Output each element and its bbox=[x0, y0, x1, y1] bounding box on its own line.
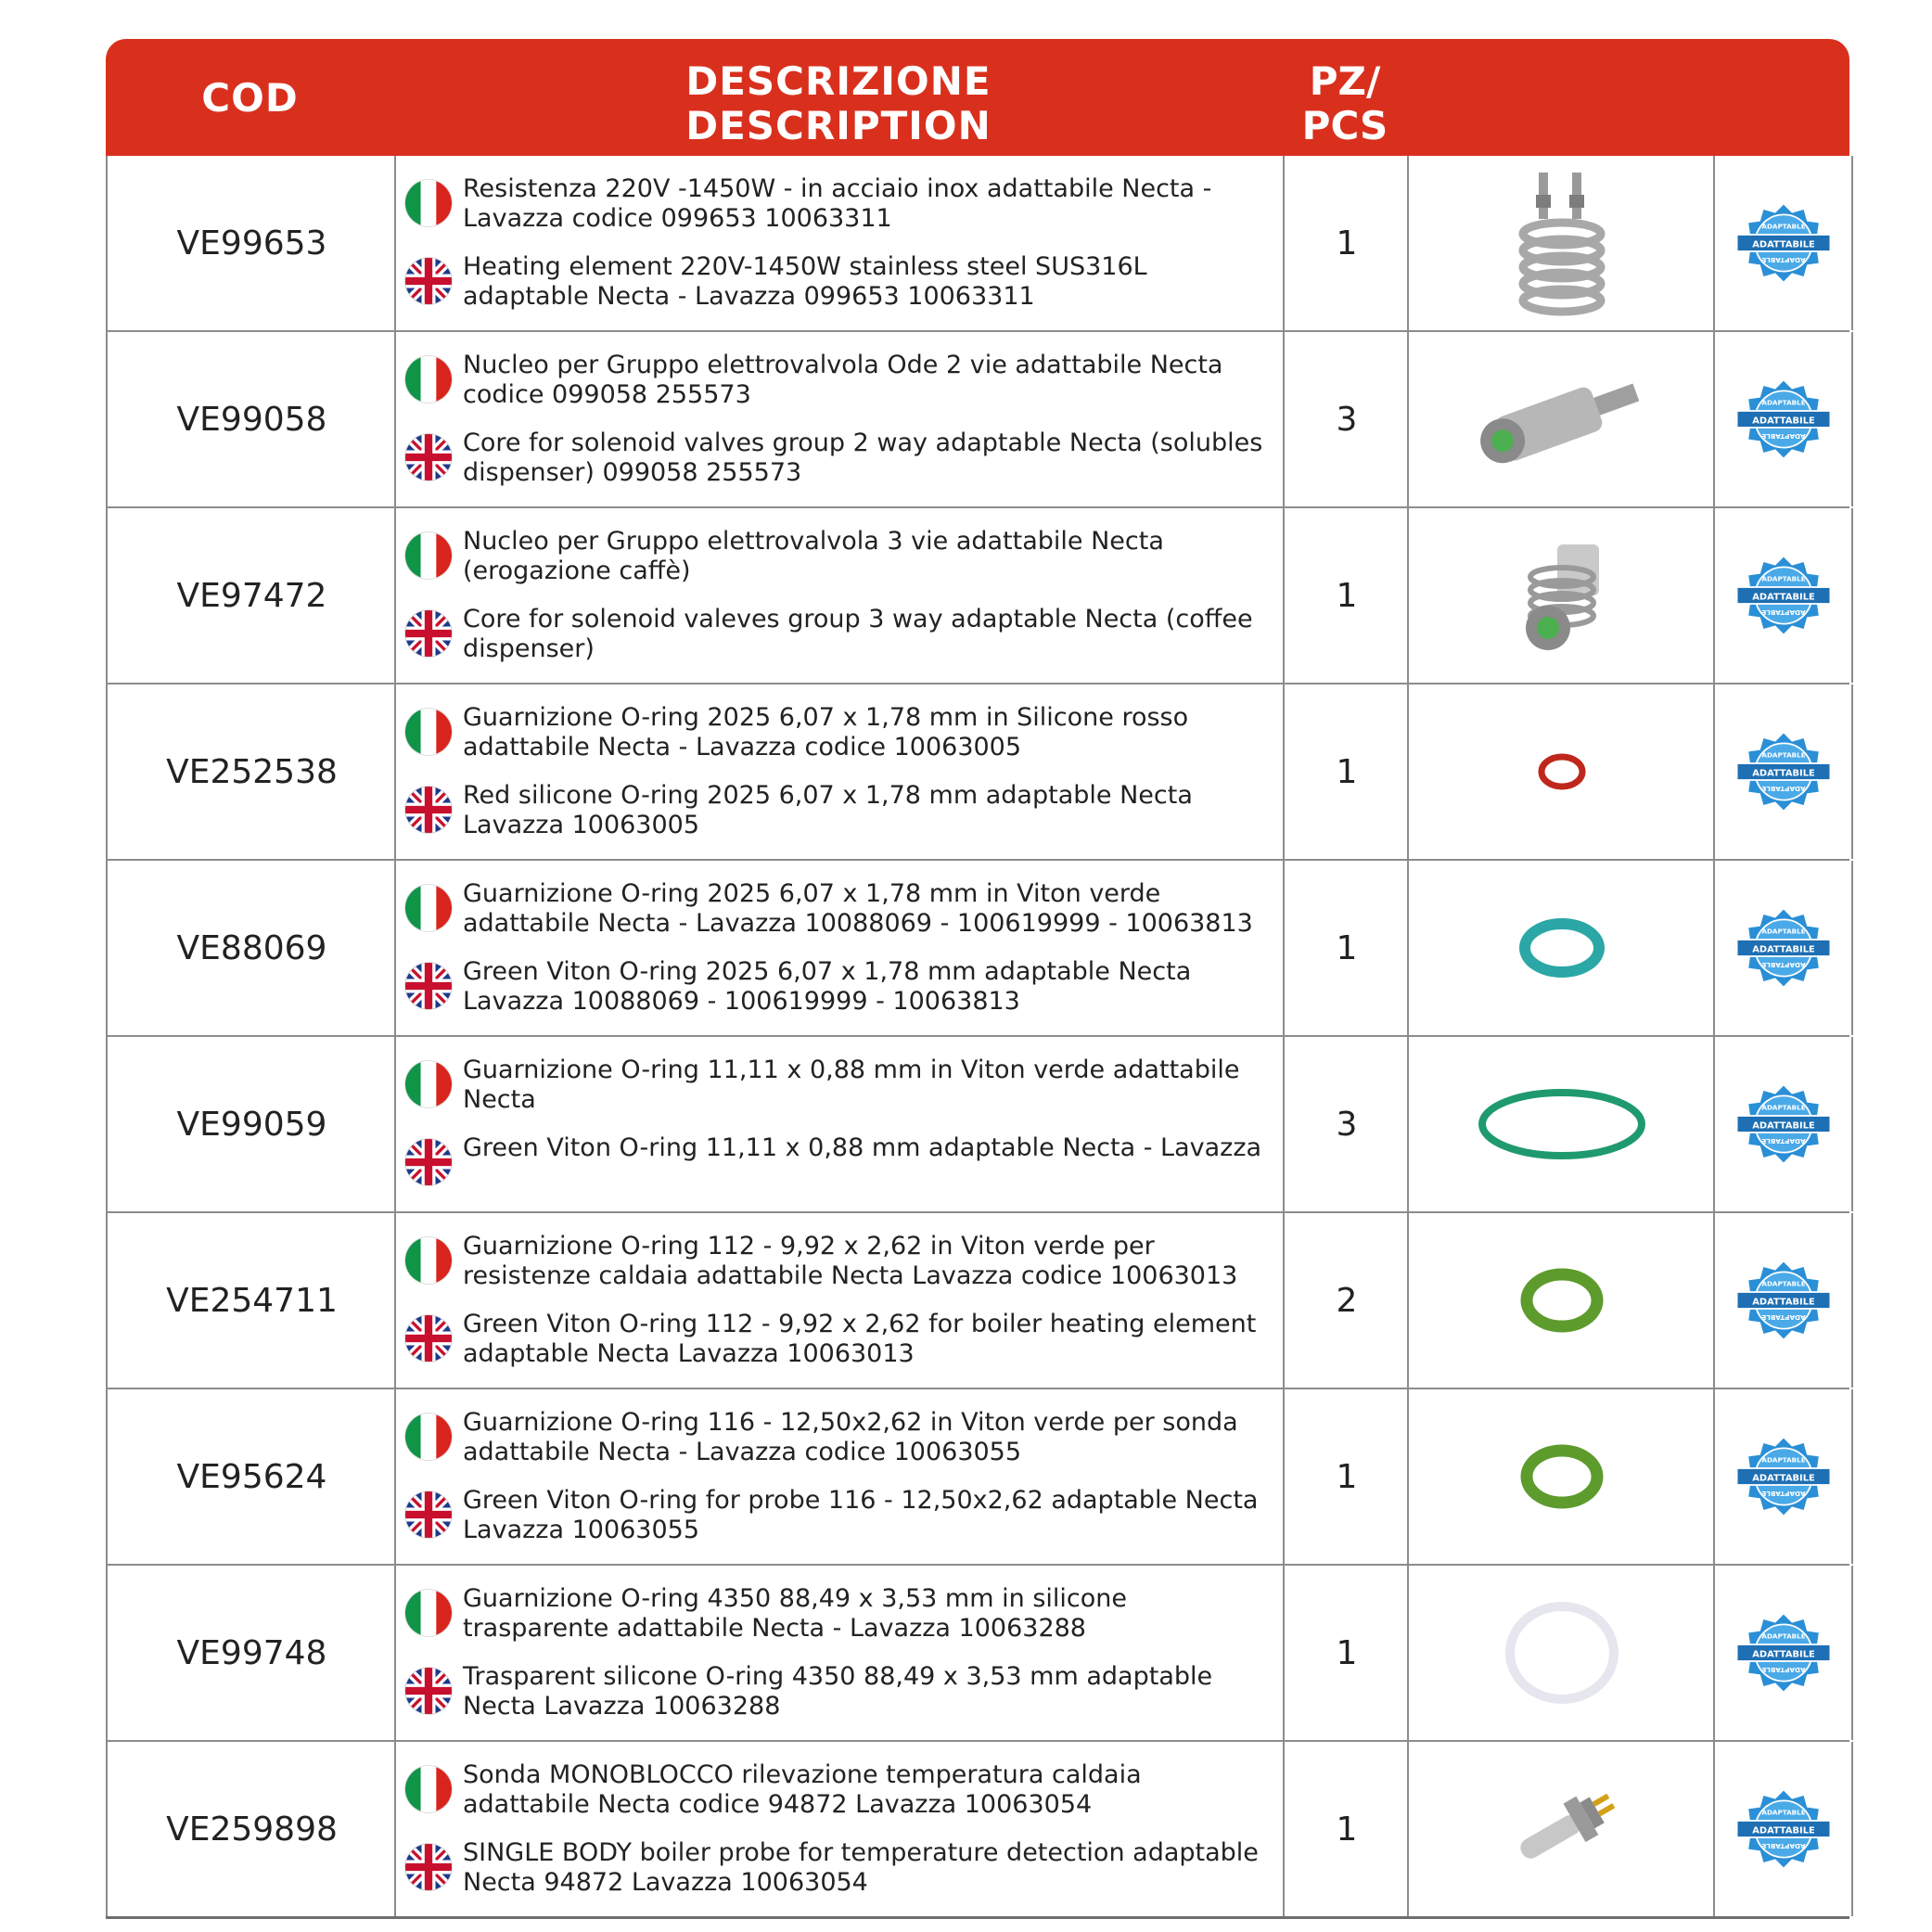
italian-description bbox=[396, 174, 1275, 234]
italian-description bbox=[396, 703, 1275, 762]
italy-flag-icon bbox=[405, 885, 452, 931]
adaptable-badge bbox=[1713, 1389, 1853, 1564]
product-description bbox=[394, 508, 1285, 683]
english-description bbox=[396, 957, 1275, 1017]
product-code: VE254711 bbox=[106, 1213, 396, 1388]
clear-oring-image bbox=[1407, 1566, 1715, 1740]
teal-oring-image bbox=[1407, 861, 1715, 1035]
description-en: Green Viton O-ring 112 - 9,92 x 2,62 for boiler heating element adaptable Necta Lavazza 10063013 bbox=[463, 1310, 1257, 1368]
table-row-ve99059 bbox=[106, 1037, 1849, 1213]
svg-text:ADAPTABLE: ADAPTABLE bbox=[1760, 1666, 1806, 1675]
quantity: 1 bbox=[1283, 1389, 1409, 1564]
green-oring-image bbox=[1407, 1389, 1715, 1564]
italy-flag-icon bbox=[405, 356, 452, 403]
table-header bbox=[106, 39, 1849, 156]
red-oring-image bbox=[1407, 685, 1715, 859]
description-it: Sonda MONOBLOCCO rilevazione temperatura caldaia adattabile Necta codice 94872 Lavazza 10063054 bbox=[463, 1760, 1142, 1819]
product-code: VE88069 bbox=[106, 861, 396, 1035]
header-cod: COD bbox=[201, 74, 299, 121]
description-it: Guarnizione O-ring 2025 6,07 x 1,78 mm in Silicone rosso adattabile Necta - Lavazza codice 10063005 bbox=[463, 703, 1189, 761]
english-description bbox=[396, 605, 1275, 664]
uk-flag-icon bbox=[405, 1491, 452, 1538]
table-row-ve99653 bbox=[106, 156, 1849, 332]
description-en: Trasparent silicone O-ring 4350 88,49 x 3,53 mm adaptable Necta Lavazza 10063288 bbox=[463, 1662, 1213, 1721]
green-oring-image bbox=[1407, 1213, 1715, 1388]
svg-text:ADAPTABLE: ADAPTABLE bbox=[1760, 1137, 1806, 1146]
header-pcs-it: PZ/ bbox=[1309, 58, 1381, 104]
description-en: Red silicone O-ring 2025 6,07 x 1,78 mm adaptable Necta Lavazza 10063005 bbox=[463, 781, 1193, 839]
italy-flag-icon bbox=[405, 532, 452, 579]
italian-description bbox=[396, 351, 1275, 410]
svg-text:ADAPTABLE: ADAPTABLE bbox=[1760, 1842, 1806, 1851]
svg-text:ADATTABILE: ADATTABILE bbox=[1751, 1297, 1815, 1308]
svg-text:ADAPTABLE: ADAPTABLE bbox=[1760, 222, 1806, 231]
svg-text:ADAPTABLE: ADAPTABLE bbox=[1760, 1455, 1806, 1465]
table-row-ve88069 bbox=[106, 861, 1849, 1037]
quantity: 2 bbox=[1283, 1213, 1409, 1388]
product-description bbox=[394, 1742, 1285, 1916]
product-description bbox=[394, 1213, 1285, 1388]
quantity: 3 bbox=[1283, 1037, 1409, 1211]
header-desc-it: DESCRIZIONE bbox=[685, 58, 992, 104]
table-body bbox=[106, 156, 1849, 1919]
product-description bbox=[394, 332, 1285, 506]
italy-flag-icon bbox=[405, 1414, 452, 1460]
quantity: 1 bbox=[1283, 1566, 1409, 1740]
uk-flag-icon bbox=[405, 963, 452, 1009]
svg-text:ADAPTABLE: ADAPTABLE bbox=[1760, 574, 1806, 583]
description-en: Green Viton O-ring 11,11 x 0,88 mm adaptable Necta - Lavazza bbox=[463, 1133, 1262, 1162]
quantity: 1 bbox=[1283, 861, 1409, 1035]
description-it: Nucleo per Gruppo elettrovalvola Ode 2 vie adattabile Necta codice 099058 255573 bbox=[463, 351, 1223, 409]
svg-text:ADAPTABLE: ADAPTABLE bbox=[1760, 1808, 1806, 1817]
product-code: VE99653 bbox=[106, 156, 396, 330]
svg-text:ADAPTABLE: ADAPTABLE bbox=[1760, 961, 1806, 970]
product-description bbox=[394, 1389, 1285, 1564]
english-description bbox=[396, 1310, 1275, 1369]
quantity: 1 bbox=[1283, 1742, 1409, 1916]
svg-text:ADATTABILE: ADATTABILE bbox=[1751, 768, 1815, 779]
table-row-ve97472 bbox=[106, 508, 1849, 685]
description-en: Heating element 220V-1450W stainless steel SUS316L adaptable Necta - Lavazza 099653 10063311 bbox=[463, 252, 1147, 311]
svg-text:ADATTABILE: ADATTABILE bbox=[1751, 1825, 1815, 1836]
italy-flag-icon bbox=[405, 1590, 452, 1636]
product-code: VE252538 bbox=[106, 685, 396, 859]
adaptable-badge bbox=[1713, 1566, 1853, 1740]
product-code: VE99059 bbox=[106, 1037, 396, 1211]
uk-flag-icon bbox=[405, 1315, 452, 1362]
uk-flag-icon bbox=[405, 258, 452, 304]
product-description bbox=[394, 1566, 1285, 1740]
header-description bbox=[394, 59, 1283, 148]
product-code: VE97472 bbox=[106, 508, 396, 683]
svg-text:ADAPTABLE: ADAPTABLE bbox=[1760, 1279, 1806, 1288]
english-description bbox=[396, 429, 1275, 488]
description-en: SINGLE BODY boiler probe for temperature detection adaptable Necta 94872 Lavazza 10063054 bbox=[463, 1838, 1259, 1897]
english-description bbox=[396, 781, 1275, 840]
header-desc-en: DESCRIPTION bbox=[685, 103, 992, 148]
description-it: Resistenza 220V -1450W - in acciaio inox adattabile Necta - Lavazza codice 099653 10063311 bbox=[463, 174, 1212, 233]
svg-text:ADAPTABLE: ADAPTABLE bbox=[1760, 785, 1806, 794]
uk-flag-icon bbox=[405, 434, 452, 480]
description-it: Guarnizione O-ring 116 - 12,50x2,62 in Viton verde per sonda adattabile Necta - Lavazza codice 10063055 bbox=[463, 1408, 1238, 1466]
svg-text:ADAPTABLE: ADAPTABLE bbox=[1760, 927, 1806, 936]
svg-text:ADAPTABLE: ADAPTABLE bbox=[1760, 1631, 1806, 1641]
italian-description bbox=[396, 1408, 1275, 1467]
description-en: Core for solenoid valves group 2 way adaptable Necta (solubles dispenser) 099058 255573 bbox=[463, 429, 1263, 487]
italian-description bbox=[396, 879, 1275, 939]
quantity: 1 bbox=[1283, 156, 1409, 330]
product-description bbox=[394, 685, 1285, 859]
svg-text:ADAPTABLE: ADAPTABLE bbox=[1760, 1313, 1806, 1323]
product-code: VE99748 bbox=[106, 1566, 396, 1740]
solenoid-core-spring-image bbox=[1407, 508, 1715, 683]
svg-text:ADATTABILE: ADATTABILE bbox=[1751, 592, 1815, 603]
svg-text:ADATTABILE: ADATTABILE bbox=[1751, 239, 1815, 250]
description-en: Green Viton O-ring 2025 6,07 x 1,78 mm adaptable Necta Lavazza 10088069 - 100619999 - 10063813 bbox=[463, 957, 1192, 1016]
svg-text:ADAPTABLE: ADAPTABLE bbox=[1760, 1490, 1806, 1499]
table-row-ve95624 bbox=[106, 1389, 1849, 1566]
product-description bbox=[394, 861, 1285, 1035]
quantity: 3 bbox=[1283, 332, 1409, 506]
description-it: Guarnizione O-ring 4350 88,49 x 3,53 mm in silicone trasparente adattabile Necta - Lavazza 10063288 bbox=[463, 1584, 1127, 1643]
product-code: VE95624 bbox=[106, 1389, 396, 1564]
italy-flag-icon bbox=[405, 1061, 452, 1107]
adaptable-badge bbox=[1713, 1213, 1853, 1388]
table-row-ve252538 bbox=[106, 685, 1849, 861]
description-en: Core for solenoid valeves group 3 way adaptable Necta (coffee dispenser) bbox=[463, 605, 1253, 663]
quantity: 1 bbox=[1283, 508, 1409, 683]
table-row-ve259898 bbox=[106, 1742, 1849, 1919]
adaptable-badge bbox=[1713, 1742, 1853, 1916]
adaptable-badge bbox=[1713, 861, 1853, 1035]
italian-description bbox=[396, 1760, 1275, 1820]
italian-description bbox=[396, 1056, 1275, 1115]
svg-text:ADAPTABLE: ADAPTABLE bbox=[1760, 750, 1806, 760]
svg-text:ADAPTABLE: ADAPTABLE bbox=[1760, 398, 1806, 407]
uk-flag-icon bbox=[405, 1668, 452, 1714]
adaptable-badge bbox=[1713, 1037, 1853, 1211]
header-pieces bbox=[1283, 59, 1407, 148]
italy-flag-icon bbox=[405, 1237, 452, 1284]
english-description bbox=[396, 1838, 1275, 1898]
description-it: Guarnizione O-ring 112 - 9,92 x 2,62 in Viton verde per resistenze caldaia adattabile Necta Lavazza codice 10063013 bbox=[463, 1232, 1238, 1290]
product-code: VE259898 bbox=[106, 1742, 396, 1916]
description-it: Guarnizione O-ring 11,11 x 0,88 mm in Viton verde adattabile Necta bbox=[463, 1056, 1240, 1114]
english-description bbox=[396, 1662, 1275, 1721]
product-code: VE99058 bbox=[106, 332, 396, 506]
header-pcs-en: PCS bbox=[1301, 103, 1388, 148]
italian-description bbox=[396, 1584, 1275, 1644]
svg-text:ADAPTABLE: ADAPTABLE bbox=[1760, 256, 1806, 265]
svg-text:ADATTABILE: ADATTABILE bbox=[1751, 416, 1815, 427]
description-en: Green Viton O-ring for probe 116 - 12,50x2,62 adaptable Necta Lavazza 10063055 bbox=[463, 1486, 1259, 1544]
table-row-ve254711 bbox=[106, 1213, 1849, 1389]
svg-text:ADATTABILE: ADATTABILE bbox=[1751, 1649, 1815, 1660]
description-it: Nucleo per Gruppo elettrovalvola 3 vie adattabile Necta (erogazione caffè) bbox=[463, 527, 1164, 585]
heating-element-image bbox=[1407, 156, 1715, 330]
svg-text:ADATTABILE: ADATTABILE bbox=[1751, 944, 1815, 955]
adaptable-badge bbox=[1713, 685, 1853, 859]
italy-flag-icon bbox=[405, 180, 452, 226]
uk-flag-icon bbox=[405, 787, 452, 833]
svg-text:ADAPTABLE: ADAPTABLE bbox=[1760, 432, 1806, 441]
svg-text:ADAPTABLE: ADAPTABLE bbox=[1760, 608, 1806, 618]
adaptable-badge bbox=[1713, 156, 1853, 330]
quantity: 1 bbox=[1283, 685, 1409, 859]
english-description bbox=[396, 1133, 1275, 1185]
thin-green-oring-image bbox=[1407, 1037, 1715, 1211]
solenoid-core-image bbox=[1407, 332, 1715, 506]
adaptable-badge bbox=[1713, 508, 1853, 683]
italian-description bbox=[396, 1232, 1275, 1291]
english-description bbox=[396, 252, 1275, 312]
svg-text:ADATTABILE: ADATTABILE bbox=[1751, 1120, 1815, 1132]
uk-flag-icon bbox=[405, 1844, 452, 1890]
description-it: Guarnizione O-ring 2025 6,07 x 1,78 mm in Viton verde adattabile Necta - Lavazza 10088069 - 100619999 - 10063813 bbox=[463, 879, 1253, 938]
italy-flag-icon bbox=[405, 709, 452, 755]
uk-flag-icon bbox=[405, 1139, 452, 1185]
table-row-ve99058 bbox=[106, 332, 1849, 508]
product-table bbox=[106, 39, 1849, 1919]
uk-flag-icon bbox=[405, 610, 452, 657]
table-row-ve99748 bbox=[106, 1566, 1849, 1742]
temperature-probe-image bbox=[1407, 1742, 1715, 1916]
product-description bbox=[394, 156, 1285, 330]
svg-text:ADAPTABLE: ADAPTABLE bbox=[1760, 1103, 1806, 1112]
italy-flag-icon bbox=[405, 1766, 452, 1812]
adaptable-badge bbox=[1713, 332, 1853, 506]
italian-description bbox=[396, 527, 1275, 586]
svg-text:ADATTABILE: ADATTABILE bbox=[1751, 1473, 1815, 1484]
product-description bbox=[394, 1037, 1285, 1211]
english-description bbox=[396, 1486, 1275, 1545]
